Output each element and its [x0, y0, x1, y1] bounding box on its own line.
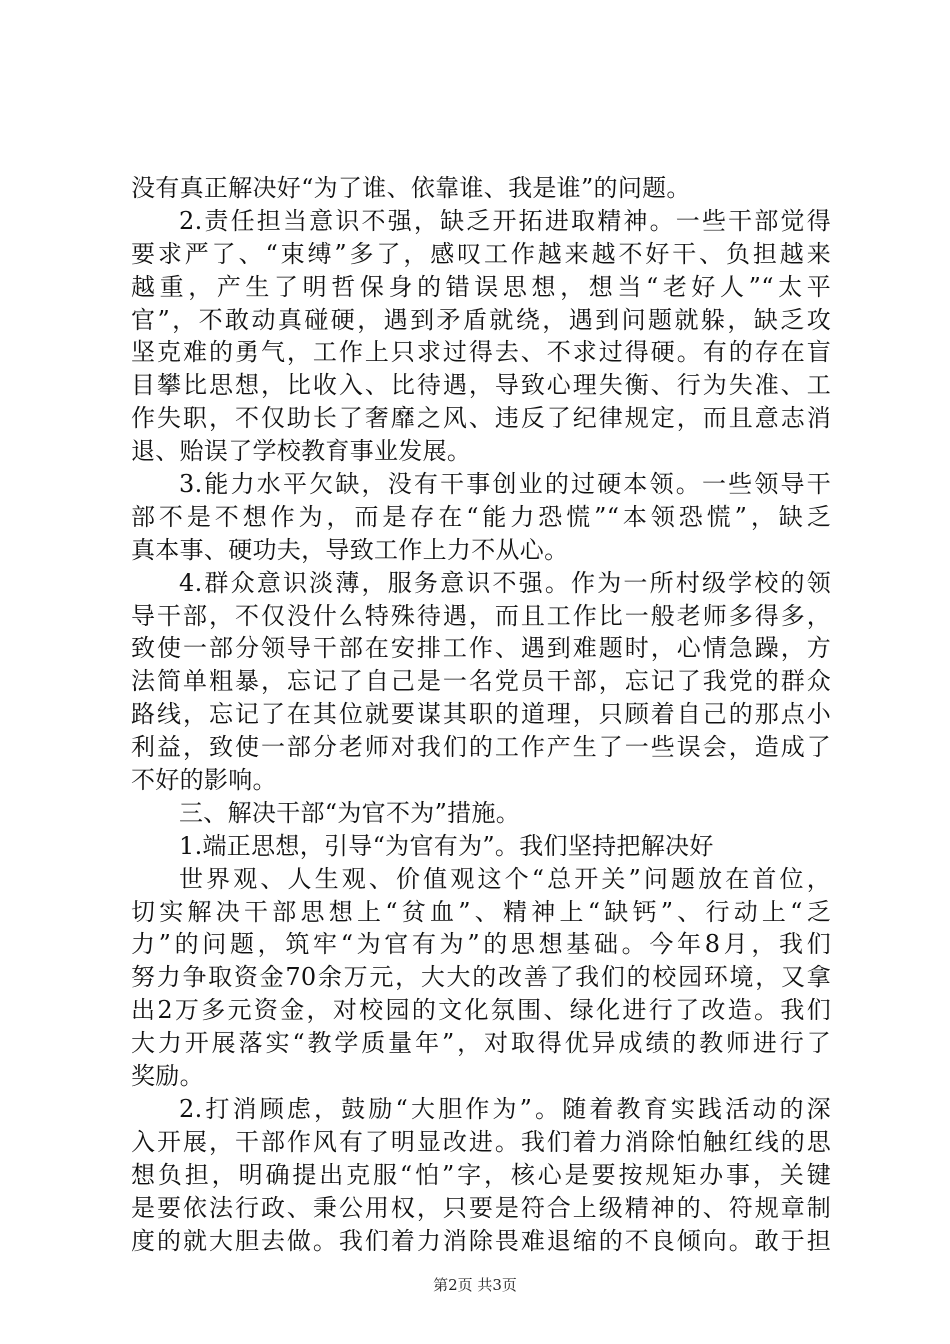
text-line: 2.打消顾虑，鼓励“大胆作为”。随着教育实践活动的深 [179, 1094, 831, 1123]
text-line: 4.群众意识淡薄，服务意识不强。作为一所村级学校的领 [179, 568, 831, 597]
page-footer: 第2页 共3页 [433, 1276, 517, 1294]
text-line: 路线，忘记了在其位就要谋其职的道理，只顾着自己的那点小 [131, 700, 831, 729]
text-line: 利益，致使一部分老师对我们的工作产生了一些误会，造成了 [131, 733, 831, 762]
text-line: 坚克难的勇气，工作上只求过得去、不求过得硬。有的存在盲 [131, 338, 831, 367]
text-line: 力”的问题，筑牢“为官有为”的思想基础。今年8月，我们 [131, 930, 831, 959]
text-line: 大力开展落实“教学质量年”，对取得优异成绩的教师进行了 [131, 1029, 831, 1058]
text-line: 要求严了、“束缚”多了，感叹工作越来越不好干、负担越来 [131, 239, 831, 268]
text-line: 度的就大胆去做。我们着力消除畏难退缩的不良倾向。敢于担 [131, 1226, 831, 1255]
document-body [131, 172, 831, 1257]
text-line: 努力争取资金70余万元，大大的改善了我们的校园环境，又拿 [131, 963, 831, 992]
text-line: 切实解决干部思想上“贫血”、精神上“缺钙”、行动上“乏 [131, 897, 831, 926]
text-line: 3.能力水平欠缺，没有干事创业的过硬本领。一些领导干 [179, 470, 831, 499]
text-line: 真本事、硬功夫，导致工作上力不从心。 [131, 535, 569, 564]
text-line: 1.端正思想，引导“为官有为”。我们坚持把解决好 [179, 831, 714, 860]
text-line: 退、贻误了学校教育事业发展。 [131, 437, 472, 466]
text-line: 不好的影响。 [131, 766, 277, 795]
text-line: 越重，产生了明哲保身的错误思想，想当“老好人”“太平 [131, 272, 831, 301]
section-heading: 三、解决干部“为官不为”措施。 [179, 798, 521, 827]
text-line: 没有真正解决好“为了谁、依靠谁、我是谁”的问题。 [131, 174, 691, 202]
text-line: 作失职，不仅助长了奢靡之风、违反了纪律规定，而且意志消 [131, 404, 831, 433]
text-line: 世界观、人生观、价值观这个“总开关”问题放在首位， [179, 864, 831, 893]
text-line: 想负担，明确提出克服“怕”字，核心是要按规矩办事，关键 [131, 1160, 831, 1189]
text-line: 奖励。 [131, 1062, 204, 1091]
text-line: 目攀比思想，比收入、比待遇，导致心理失衡、行为失准、工 [131, 371, 831, 400]
text-line: 2.责任担当意识不强，缺乏开拓进取精神。一些干部觉得 [179, 206, 831, 235]
text-line: 致使一部分领导干部在安排工作、遇到难题时，心情急躁，方 [131, 634, 831, 663]
text-line: 入开展，干部作风有了明显改进。我们着力消除怕触红线的思 [131, 1127, 831, 1156]
text-line: 部不是不想作为，而是存在“能力恐慌”“本领恐慌”，缺乏 [131, 502, 831, 531]
text-line: 法简单粗暴，忘记了自己是一名党员干部，忘记了我党的群众 [131, 667, 831, 696]
text-line: 出2万多元资金，对校园的文化氛围、绿化进行了改造。我们 [131, 996, 831, 1025]
text-line: 是要依法行政、秉公用权，只要是符合上级精神的、符规章制 [131, 1193, 831, 1222]
text-line: 官”，不敢动真碰硬，遇到矛盾就绕，遇到问题就躲，缺乏攻 [131, 305, 831, 334]
text-line: 导干部，不仅没什么特殊待遇，而且工作比一般老师多得多， [131, 601, 831, 630]
